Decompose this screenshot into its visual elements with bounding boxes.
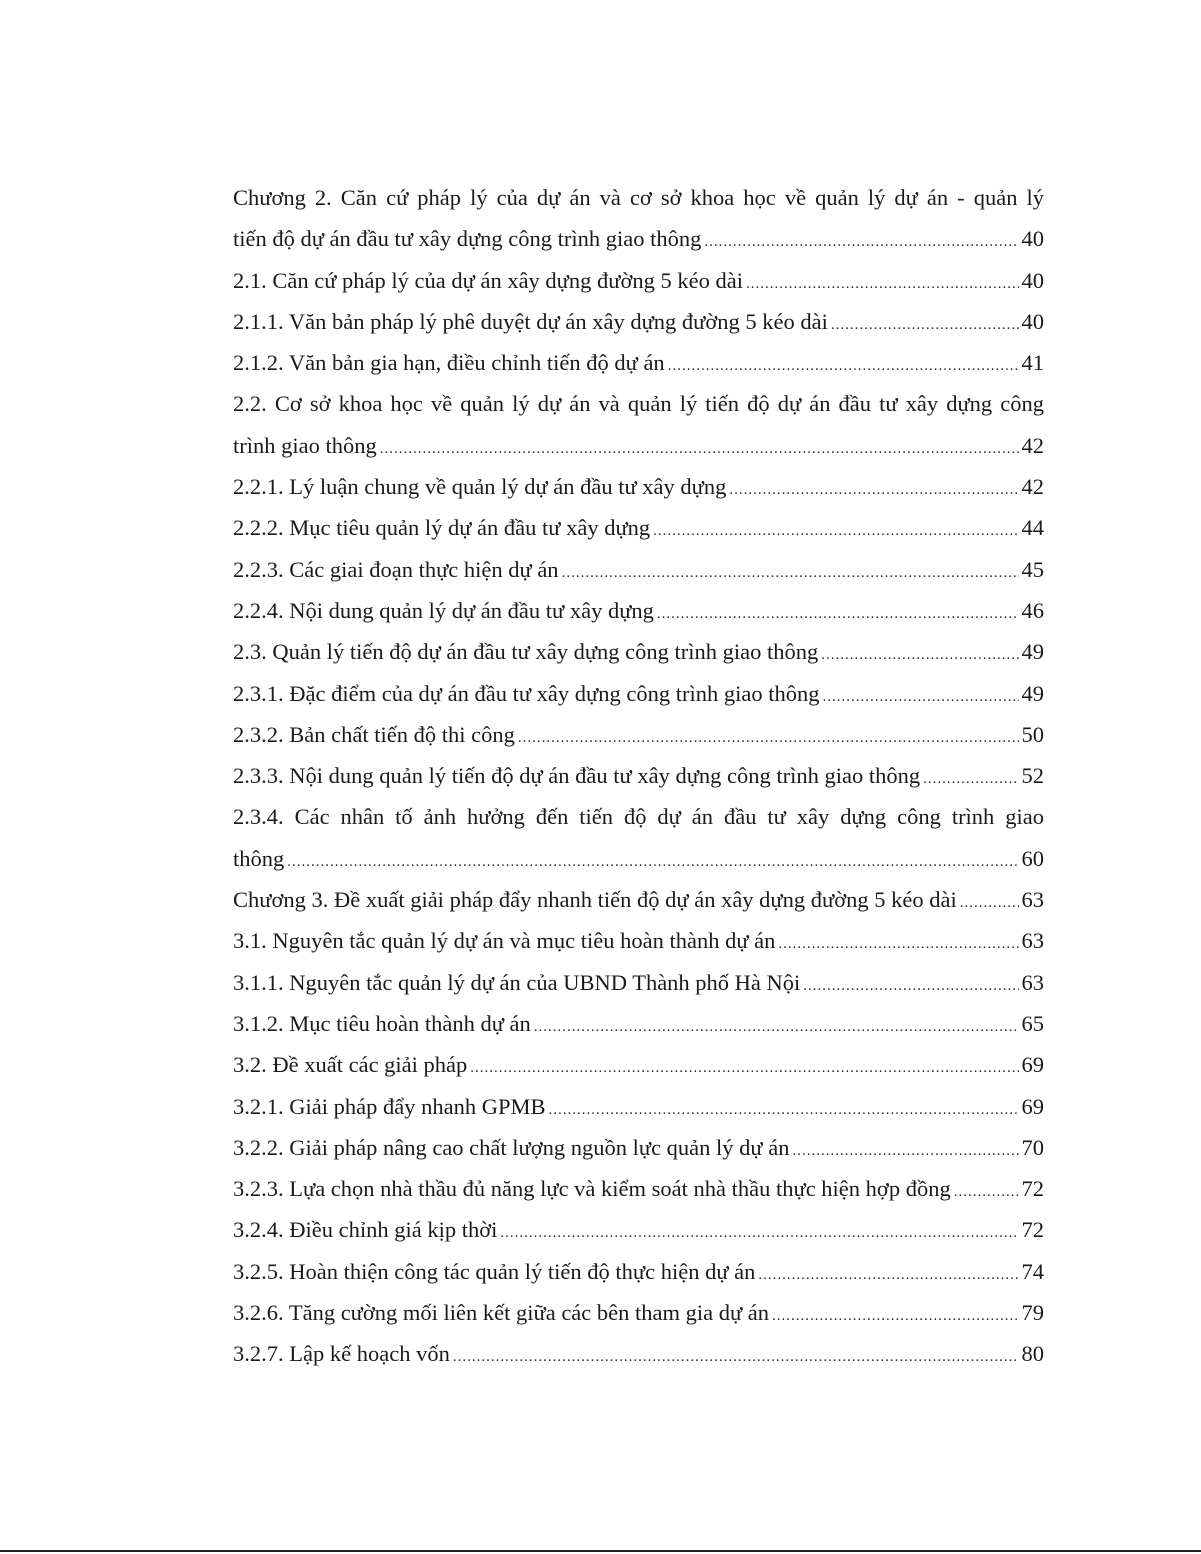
toc-leader-dots bbox=[534, 1007, 1019, 1048]
toc-page-number: 45 bbox=[1021, 556, 1044, 582]
toc-entry[interactable] bbox=[233, 962, 1044, 1003]
toc-entry-title: Chương 2. Căn cứ pháp lý của dự án và cơ sở khoa học về quản lý dự án - quản lý bbox=[233, 185, 1044, 210]
toc-entry-title: trình giao thông bbox=[233, 432, 377, 458]
toc-page-number: 74 bbox=[1021, 1258, 1044, 1284]
toc-entry-title: 3.1. Nguyên tắc quản lý dự án và mục tiêu hoàn thành dự án bbox=[233, 928, 776, 954]
toc-leader-dots bbox=[657, 594, 1019, 635]
toc-leader-dots bbox=[562, 553, 1019, 594]
toc-entry-title: 2.3.2. Bản chất tiến độ thi công bbox=[233, 721, 515, 747]
toc-entry[interactable] bbox=[233, 796, 1044, 837]
toc-entry[interactable] bbox=[233, 1127, 1044, 1168]
toc-page-number: 46 bbox=[1021, 597, 1044, 623]
toc-page-number: 65 bbox=[1021, 1010, 1044, 1036]
toc-entry[interactable] bbox=[233, 1209, 1044, 1250]
toc-entry-title: 2.2.1. Lý luận chung về quản lý dự án đầu tư xây dựng bbox=[233, 474, 727, 500]
toc-entry[interactable] bbox=[233, 631, 1044, 672]
toc-leader-dots bbox=[822, 677, 1018, 718]
toc-leader-dots bbox=[704, 222, 1018, 263]
toc-leader-dots bbox=[668, 346, 1019, 387]
toc-entry-title: 3.2.2. Giải pháp nâng cao chất lượng nguồn lực quản lý dự án bbox=[233, 1134, 790, 1160]
toc-entry-title: 2.2.2. Mục tiêu quản lý dự án đầu tư xây dựng bbox=[233, 515, 651, 541]
toc-leader-dots bbox=[500, 1213, 1018, 1254]
toc-entry-title: tiến độ dự án đầu tư xây dựng công trình giao thông bbox=[233, 226, 702, 252]
toc-page-number: 42 bbox=[1021, 432, 1044, 458]
toc-leader-dots bbox=[653, 511, 1018, 552]
toc-leader-dots bbox=[287, 842, 1018, 883]
toc-page-number: 50 bbox=[1021, 721, 1044, 747]
toc-leader-dots bbox=[954, 1172, 1019, 1213]
toc-entry-title: 3.2.4. Điều chỉnh giá kịp thời bbox=[233, 1217, 498, 1243]
toc-leader-dots bbox=[960, 883, 1019, 924]
toc-entry-title: 3.2.1. Giải pháp đẩy nhanh GPMB bbox=[233, 1093, 546, 1119]
toc-entry[interactable] bbox=[233, 1168, 1044, 1209]
toc-page-number: 52 bbox=[1021, 763, 1044, 789]
toc-entry[interactable] bbox=[233, 549, 1044, 590]
toc-leader-dots bbox=[772, 1296, 1018, 1337]
toc-entry[interactable] bbox=[233, 1044, 1044, 1085]
toc-entry[interactable] bbox=[233, 466, 1044, 507]
toc-entry-title: thông bbox=[233, 845, 285, 871]
toc-page-number: 63 bbox=[1021, 887, 1044, 913]
toc-leader-dots bbox=[380, 429, 1019, 470]
toc-leader-dots bbox=[803, 966, 1018, 1007]
toc-entry-title: 2.1.1. Văn bản pháp lý phê duyệt dự án xây dựng đường 5 kéo dài bbox=[233, 308, 828, 334]
toc-leader-dots bbox=[778, 924, 1018, 965]
toc-entry-title: 3.1.2. Mục tiêu hoàn thành dự án bbox=[233, 1010, 531, 1036]
toc-entry[interactable] bbox=[233, 218, 1044, 259]
toc-page-number: 49 bbox=[1021, 639, 1044, 665]
toc-page-number: 72 bbox=[1021, 1176, 1044, 1202]
toc-page-number: 44 bbox=[1021, 515, 1044, 541]
toc-entry-title: 3.2.3. Lựa chọn nhà thầu đủ năng lực và kiểm soát nhà thầu thực hiện hợp đồng bbox=[233, 1176, 951, 1202]
toc-entry-title: 2.1.2. Văn bản gia hạn, điều chỉnh tiến độ dự án bbox=[233, 350, 665, 376]
toc-entry[interactable] bbox=[233, 1086, 1044, 1127]
toc-entry-title: 2.2. Cơ sở khoa học về quản lý dự án và quản lý tiến độ dự án đầu tư xây dựng công bbox=[233, 391, 1044, 417]
toc-entry-title: 3.1.1. Nguyên tắc quản lý dự án của UBND Thành phố Hà Nội bbox=[233, 969, 801, 995]
toc-entry[interactable] bbox=[233, 714, 1044, 755]
toc-entry[interactable] bbox=[233, 1333, 1044, 1374]
toc-page-number: 69 bbox=[1021, 1093, 1044, 1119]
toc-entry-title: 3.2.7. Lập kế hoạch vốn bbox=[233, 1341, 450, 1367]
toc-entry-title: 2.3. Quản lý tiến độ dự án đầu tư xây dựng công trình giao thông bbox=[233, 639, 819, 665]
toc-page-number: 79 bbox=[1021, 1300, 1044, 1326]
toc-leader-dots bbox=[758, 1255, 1018, 1296]
toc-entry-title: Chương 3. Đề xuất giải pháp đẩy nhanh tiến độ dự án xây dựng đường 5 kéo dài bbox=[233, 887, 957, 913]
toc-entry-title: 2.1. Căn cứ pháp lý của dự án xây dựng đường 5 kéo dài bbox=[233, 267, 743, 293]
toc-leader-dots bbox=[821, 635, 1018, 676]
toc-entry[interactable] bbox=[233, 383, 1044, 424]
toc-leader-dots bbox=[923, 759, 1018, 800]
toc-entry[interactable] bbox=[233, 1003, 1044, 1044]
toc-page-number: 41 bbox=[1021, 350, 1044, 376]
toc-entry[interactable] bbox=[233, 507, 1044, 548]
toc-entry[interactable] bbox=[233, 342, 1044, 383]
toc-entry[interactable] bbox=[233, 590, 1044, 631]
toc-entry-title: 2.3.3. Nội dung quản lý tiến độ dự án đầu tư xây dựng công trình giao thông bbox=[233, 763, 921, 789]
toc-entry[interactable] bbox=[233, 260, 1044, 301]
toc-entry[interactable] bbox=[233, 1251, 1044, 1292]
toc-entry-title: 3.2. Đề xuất các giải pháp bbox=[233, 1052, 468, 1078]
toc-leader-dots bbox=[792, 1131, 1018, 1172]
toc-entry-title: 2.2.4. Nội dung quản lý dự án đầu tư xây dựng bbox=[233, 597, 654, 623]
toc-leader-dots bbox=[831, 305, 1019, 346]
toc-entry-title: 2.2.3. Các giai đoạn thực hiện dự án bbox=[233, 556, 559, 582]
toc-page-number: 42 bbox=[1021, 474, 1044, 500]
toc-entry[interactable] bbox=[233, 177, 1044, 218]
toc-leader-dots bbox=[453, 1337, 1019, 1378]
toc-entry-title: 2.3.4. Các nhân tố ảnh hưởng đến tiến độ dự án đầu tư xây dựng công trình giao bbox=[233, 804, 1044, 830]
toc-page-number: 63 bbox=[1021, 969, 1044, 995]
toc-page-number: 69 bbox=[1021, 1052, 1044, 1078]
toc-page-number: 80 bbox=[1021, 1341, 1044, 1367]
toc-leader-dots bbox=[470, 1048, 1018, 1089]
toc-entry-title: 3.2.5. Hoàn thiện công tác quản lý tiến độ thực hiện dự án bbox=[233, 1258, 756, 1284]
table-of-contents bbox=[233, 177, 1044, 1375]
toc-leader-dots bbox=[518, 718, 1019, 759]
toc-page-number: 40 bbox=[1021, 267, 1044, 293]
toc-entry-title: 3.2.6. Tăng cường mối liên kết giữa các bên tham gia dự án bbox=[233, 1300, 770, 1326]
toc-leader-dots bbox=[729, 470, 1018, 511]
toc-entry[interactable] bbox=[233, 755, 1044, 796]
toc-leader-dots bbox=[746, 264, 1019, 305]
toc-page-number: 49 bbox=[1021, 680, 1044, 706]
toc-entry[interactable] bbox=[233, 920, 1044, 961]
toc-page-number: 70 bbox=[1021, 1134, 1044, 1160]
page-bottom-rule bbox=[0, 1550, 1201, 1552]
toc-page-number: 40 bbox=[1021, 308, 1044, 334]
toc-entry-title: 2.3.1. Đặc điểm của dự án đầu tư xây dựng công trình giao thông bbox=[233, 680, 820, 706]
toc-entry[interactable] bbox=[233, 673, 1044, 714]
toc-page-number: 72 bbox=[1021, 1217, 1044, 1243]
toc-entry[interactable] bbox=[233, 1292, 1044, 1333]
toc-page-number: 40 bbox=[1021, 226, 1044, 252]
toc-entry[interactable] bbox=[233, 301, 1044, 342]
toc-entry[interactable] bbox=[233, 425, 1044, 466]
toc-entry[interactable] bbox=[233, 838, 1044, 879]
toc-entry[interactable] bbox=[233, 879, 1044, 920]
toc-page-number: 63 bbox=[1021, 928, 1044, 954]
toc-page-number: 60 bbox=[1021, 845, 1044, 871]
toc-leader-dots bbox=[548, 1090, 1018, 1131]
